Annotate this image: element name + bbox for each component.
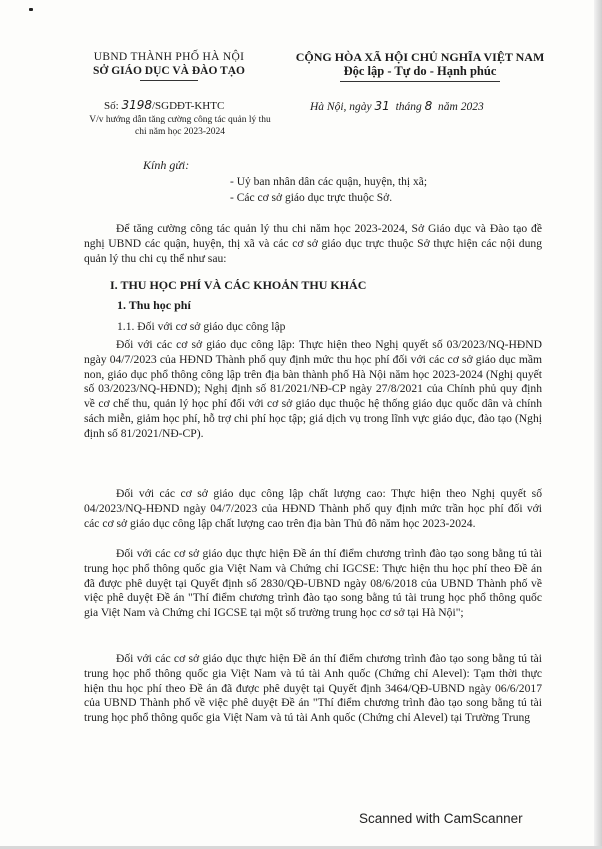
scan-speck xyxy=(29,8,33,11)
intro-paragraph: Để tăng cường công tác quản lý thu chi năm học 2023-2024, Sở Giáo dục và Đào tạo đề nghị UBND các quận, huyện, thị xã và các cơ sở giáo dục trực thuộc Sở thực hiện các nội dung quản lý thu chi cụ thể như sau: xyxy=(84,222,542,265)
national-motto: Độc lập - Tự do - Hạnh phúc xyxy=(343,64,497,78)
document-number: Số: 3198/SGDĐT-KHTC xyxy=(104,98,225,112)
document-date: Hà Nội, ngày 31 tháng 8 năm 2023 xyxy=(310,99,484,113)
national-title: CỘNG HÒA XÃ HỘI CHỦ NGHĨA VIỆT NAM xyxy=(295,50,545,64)
recipient-item: - Uỷ ban nhân dân các quận, huyện, thị xã; xyxy=(230,176,428,188)
body-paragraph: Đối với các cơ sở giáo dục công lập chất lượng cao: Thực hiện theo Nghị quyết số 04/2023/NQ-HĐND ngày 04/7/2023 của HĐND Thành phố quy định mức trần học phí đối với các cơ sở giáo dục công lập chất lượng cao trên địa bàn Thủ đô năm học 2023-2024. xyxy=(84,487,542,530)
document-number-handwritten: 3198 xyxy=(121,98,152,112)
issuer-header xyxy=(64,50,274,81)
camscanner-watermark: Scanned with CamScanner xyxy=(359,811,523,826)
motto-underline xyxy=(340,81,500,82)
issuer-city: UBND THÀNH PHỐ HÀ NỘI xyxy=(93,51,245,63)
recipient-list xyxy=(230,174,427,206)
document-code: /SGDĐT-KHTC xyxy=(151,100,225,112)
salutation: Kính gửi: xyxy=(143,158,190,172)
recipient-item: - Các cơ sở giáo dục trực thuộc Sở. xyxy=(230,192,393,204)
national-header xyxy=(284,50,556,82)
section-heading: I. THU HỌC PHÍ VÀ CÁC KHOẢN THU KHÁC xyxy=(110,278,367,292)
issuer-underline xyxy=(140,80,198,81)
date-month: 8 xyxy=(424,99,433,113)
page-shadow-right xyxy=(594,0,602,849)
document-subject: V/v hướng dẫn tăng cường công tác quản lý thu chi năm học 2023-2024 xyxy=(89,115,271,137)
body-paragraph: Đối với các cơ sở giáo dục thực hiện Đề án thí điểm chương trình đào tạo song bằng tú tài trung học phổ thông quốc gia Việt Nam và tú tài Anh quốc (Chứng chỉ Alevel): Tạm thời thực hiện thu học phí theo Đề án đã được phê duyệt tại Quyết định 3464/QĐ-UBND ngày 06/6/2017 của UBND Thành phố về việc phê duyệt Đề án "Thí điểm chương trình đào tạo song bằng tú tài trung học phổ thông quốc gia Việt Nam và tú tài Anh quốc (Chứng chỉ Alevel) tại Trường Trung xyxy=(84,652,542,725)
body-paragraph: Đối với các cơ sở giáo dục thực hiện Đề án thí điểm chương trình đào tạo song bằng tú tài trung học phổ thông quốc gia Việt Nam và Chứng chỉ IGCSE: Thực hiện thu học phí theo Đề án đã được phê duyệt tại Quyết định số 2830/QĐ-UBND ngày 08/6/2018 của UBND Thành phố về việc phê duyệt Đề án "Thí điểm chương trình đào tạo song bằng tú tài trung học phổ thông quốc gia Việt Nam và Chứng chỉ IGCSE tại một số trường trung học cơ sở tại Hà Nội"; xyxy=(84,547,542,620)
date-day: 31 xyxy=(374,99,390,113)
subsection-heading: 1. Thu học phí xyxy=(117,298,191,312)
body-paragraph: Đối với các cơ sở giáo dục công lập: Thực hiện theo Nghị quyết số 03/2023/NQ-HĐND ngày 04/7/2023 của HĐND Thành phố quy định mức thu học phí đối với các cơ sở giáo dục mầm non, giáo dục phổ thông công lập trên địa bàn thành phố Hà Nội năm học 2023-2024 (Nghị quyết số 03/2023/NQ-HĐND); Nghị định số 81/2021/NĐ-CP ngày 27/8/2021 của Chính phủ quy định về cơ chế thu, quản lý học phí đối với cơ sở giáo dục thuộc hệ thống giáo dục quốc dân và chính sách miễn, giảm học phí, hỗ trợ chi phí học tập; giá dịch vụ trong lĩnh vực giáo dục, đào tạo (Nghị định số 81/2021/NĐ-CP). xyxy=(84,338,542,440)
issuer-department: SỞ GIÁO DỤC VÀ ĐÀO TẠO xyxy=(93,65,245,77)
subsubsection-heading: 1.1. Đối với cơ sở giáo dục công lập xyxy=(117,320,286,333)
